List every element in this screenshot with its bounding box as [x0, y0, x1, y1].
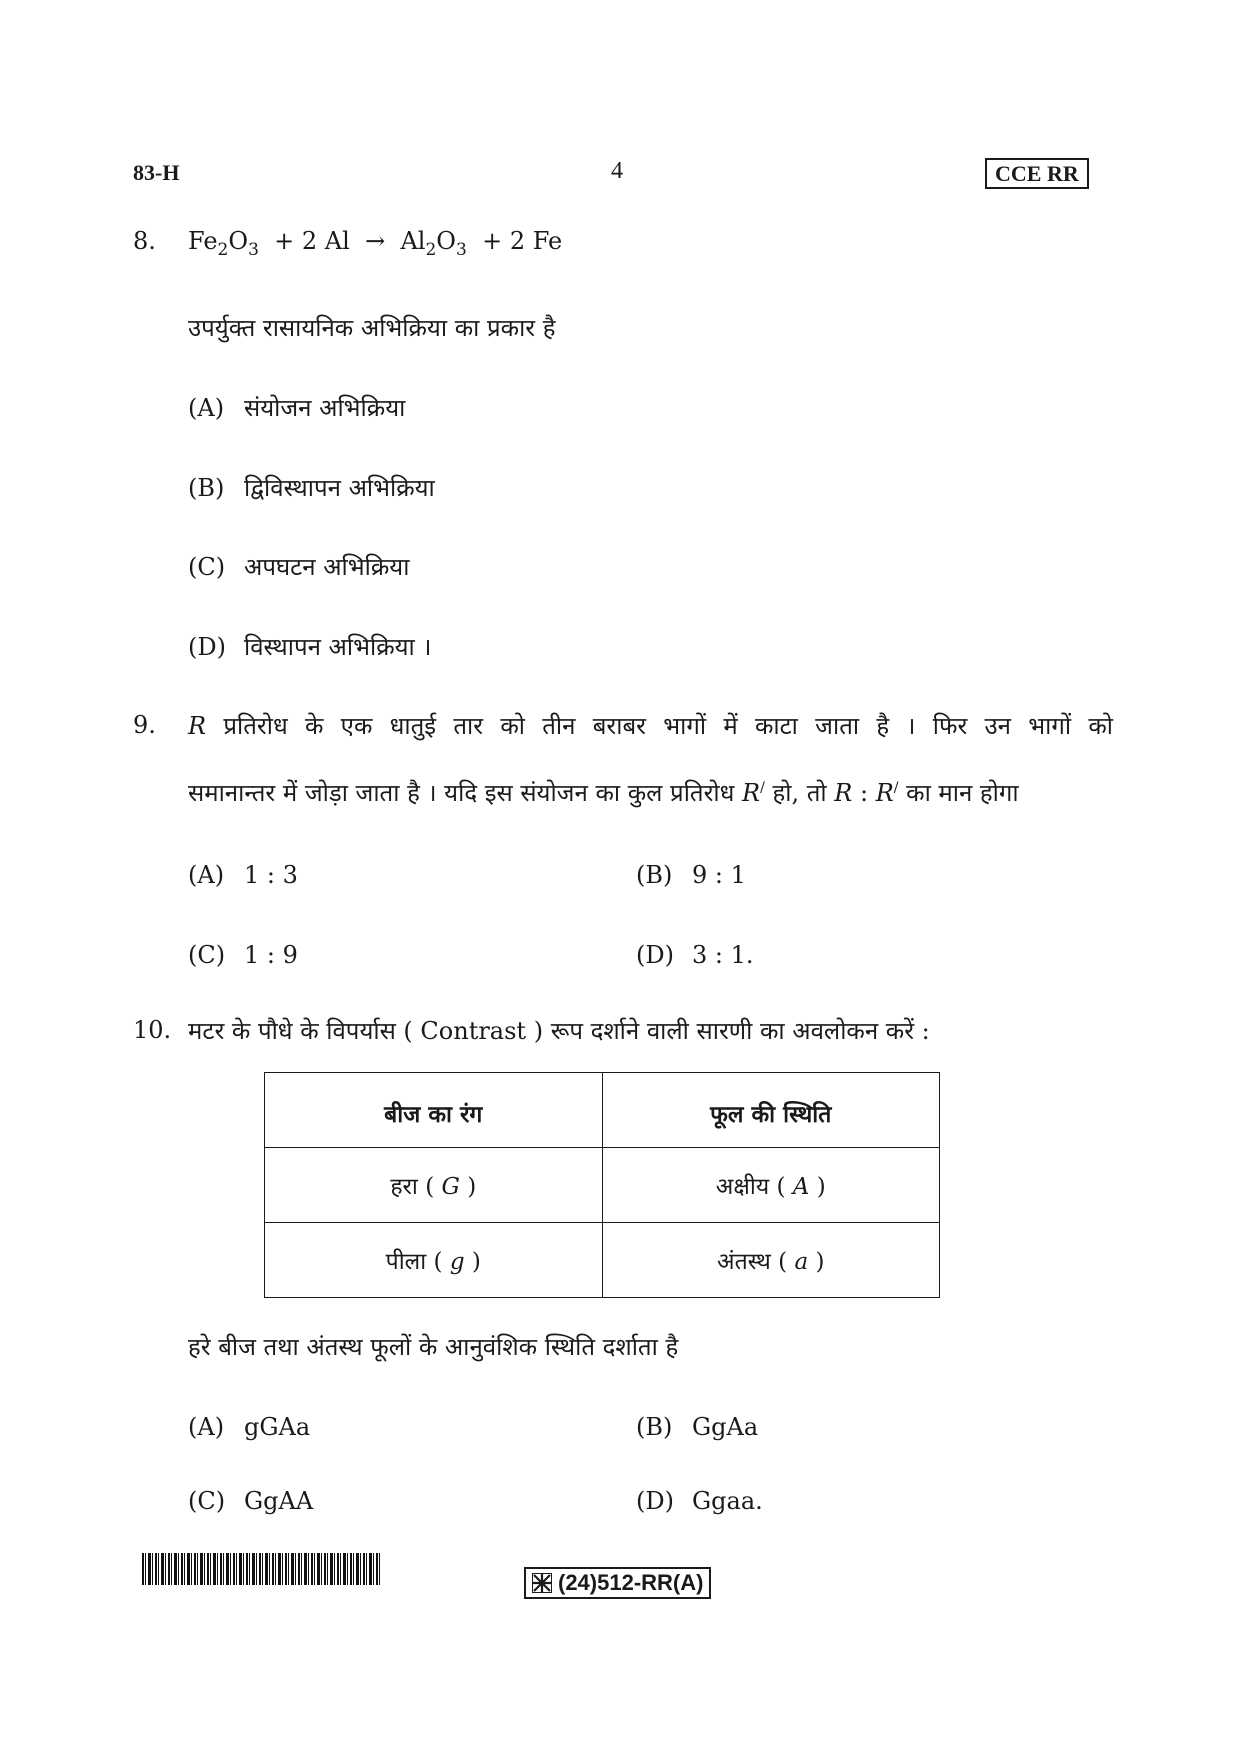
footer-paper-code-box: (24)512-RR(A) — [524, 1567, 711, 1599]
q10-stem2: हरे बीज तथा अंतस्थ फूलों के आनुवंशिक स्थिति दर्शाता है — [188, 1333, 679, 1361]
table-header-seed-colour: बीज का रंग — [265, 1073, 603, 1148]
table-cell: अक्षीय ( A ) — [602, 1148, 940, 1223]
series-box: CCE RR — [985, 158, 1089, 189]
table-cell: हरा ( G ) — [265, 1148, 603, 1223]
q10-number: 10. — [133, 1016, 172, 1044]
asterisk-box-icon — [532, 1573, 552, 1593]
q9-stem-line1: R प्रतिरोध के एक धातुई तार को तीन बराबर भागों में काटा जाता है । फिर उन भागों को — [188, 712, 1113, 740]
q10-option-c[interactable]: (C) GgAA — [188, 1487, 314, 1515]
q10-option-a[interactable]: (A) gGAa — [188, 1413, 311, 1441]
q8-option-b[interactable]: (B) द्विविस्थापन अभिक्रिया — [188, 474, 435, 502]
q10-option-d[interactable]: (D) Ggaa. — [636, 1487, 763, 1515]
q9-option-a[interactable]: (A) 1 : 3 — [188, 861, 298, 889]
q9-option-b[interactable]: (B) 9 : 1 — [636, 861, 746, 889]
page-number: 4 — [611, 158, 623, 184]
q10-option-b[interactable]: (B) GgAa — [636, 1413, 759, 1441]
q9-option-d[interactable]: (D) 3 : 1. — [636, 941, 754, 969]
table-header-flower-position: फूल की स्थिति — [602, 1073, 940, 1148]
q9-stem-line2: समानान्तर में जोड़ा जाता है । यदि इस संयोजन का कुल प्रतिरोध R/ हो, तो R : R/ का मान होगा — [188, 779, 1019, 807]
table-cell: पीला ( g ) — [265, 1223, 603, 1298]
q8-equation: $Fe_2O_3 + 2$ $Al \to Al_2O_3 + 2$ Fe — [188, 227, 563, 260]
q8-option-c[interactable]: (C) अपघटन अभिक्रिया — [188, 553, 410, 581]
table-row — [265, 1223, 940, 1298]
barcode — [142, 1553, 382, 1585]
table-header-row — [265, 1073, 940, 1148]
q10-stem: मटर के पौधे के विपर्यास ( Contrast ) रूप दर्शाने वाली सारणी का अवलोकन करें : — [188, 1017, 930, 1045]
pea-contrast-table — [264, 1072, 940, 1298]
table-row — [265, 1148, 940, 1223]
q8-stem: उपर्युक्त रासायनिक अभिक्रिया का प्रकार है — [188, 314, 556, 342]
table-cell: अंतस्थ ( a ) — [602, 1223, 940, 1298]
q8-number: 8. — [133, 227, 156, 255]
header-paper-code: 83-H — [133, 160, 180, 185]
q8-option-a[interactable]: (A) संयोजन अभिक्रिया — [188, 394, 406, 422]
q9-option-c[interactable]: (C) 1 : 9 — [188, 941, 298, 969]
q9-number: 9. — [133, 711, 156, 739]
q8-option-d[interactable]: (D) विस्थापन अभिक्रिया । — [188, 633, 432, 661]
